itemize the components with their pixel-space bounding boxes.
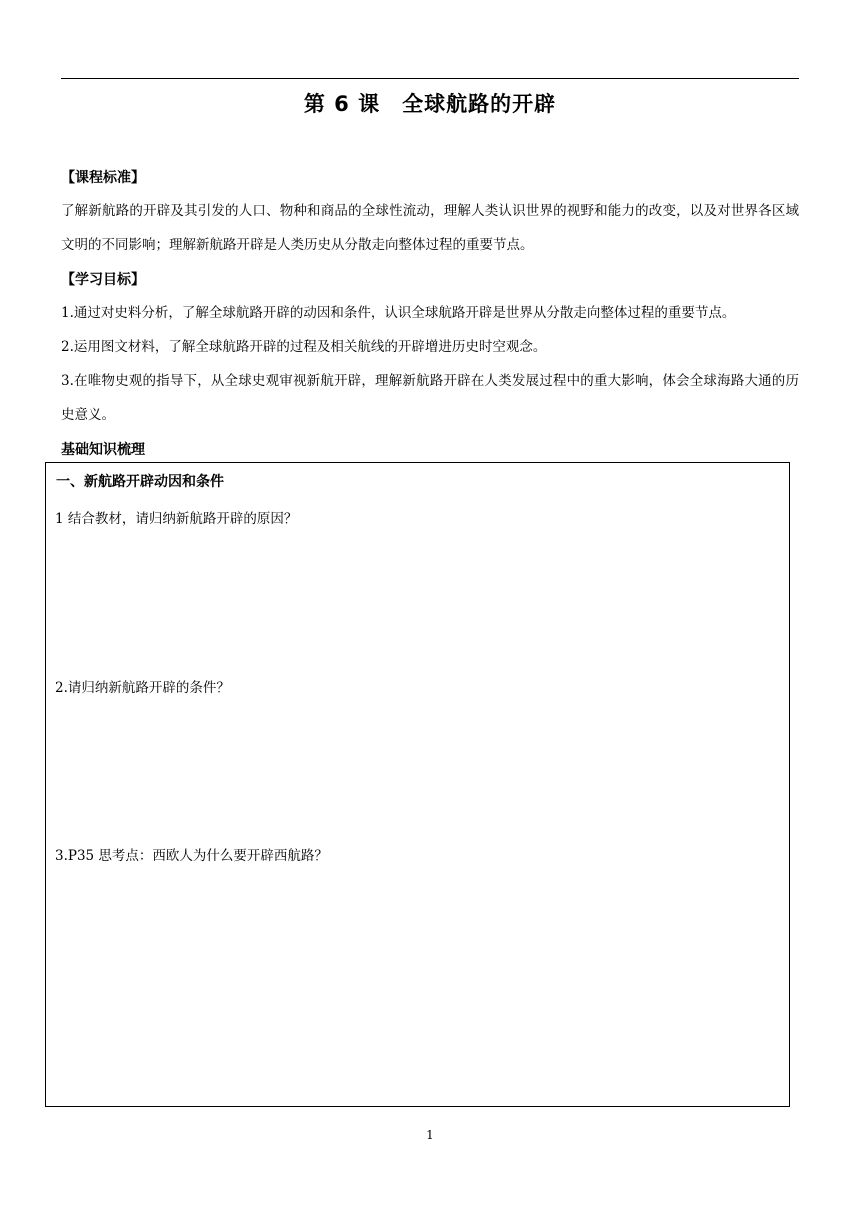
- knowledge-box: [45, 462, 790, 1107]
- question-2: 2.请归纳新航路开辟的条件？: [55, 680, 230, 696]
- goal-item-1: 1.通过对史料分析，了解全球航路开辟的动因和条件，认识全球航路开辟是世界从分散走向整体过程的重要节点。: [61, 305, 736, 321]
- goal-item-2: 2.运用图文材料，了解全球航路开辟的过程及相关航线的开辟增进历史时空观念。: [61, 339, 547, 355]
- box-heading: 一、新航路开辟动因和条件: [56, 474, 224, 490]
- curriculum-text: 了解新航路的开辟及其引发的人口、物种和商品的全球性流动，理解人类认识世界的视野和能力的改变，以及对世界各区域文明的不同影响；理解新航路开辟是人类历史从分散走向整体过程的重要节点。: [61, 203, 799, 253]
- goals-heading: 【学习目标】: [61, 272, 145, 288]
- question-3: 3.P35 思考点：西欧人为什么要开辟西航路？: [55, 848, 328, 864]
- curriculum-heading: 【课程标准】: [61, 170, 145, 186]
- basics-heading: 基础知识梳理: [61, 442, 145, 458]
- question-1: 1 结合教材，请归纳新航路开辟的原因？: [55, 511, 298, 527]
- header-rule: [61, 78, 799, 79]
- goal-item-3: 3.在唯物史观的指导下，从全球史观审视新航开辟，理解新航路开辟在人类发展过程中的重大影响，体会全球海路大通的历史意义。: [61, 373, 799, 423]
- page-number: 1: [426, 1128, 434, 1142]
- page-title: 第 6 课 全球航路的开辟: [303, 92, 557, 116]
